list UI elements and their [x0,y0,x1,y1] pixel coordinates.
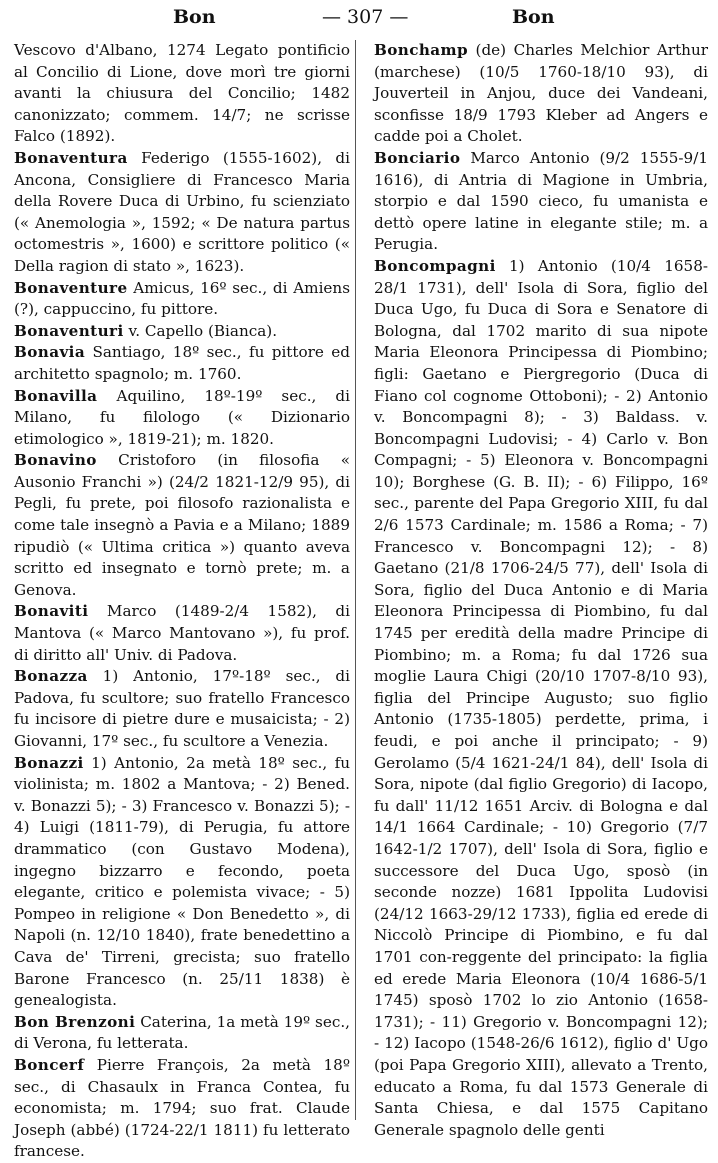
entry-headword: Bonciario [374,148,461,167]
page-number: — 307 — [322,6,409,28]
entry-text: Aquilino, 18º-19º sec., di Milano, fu filologo (« Dizionario etimologico », 1819-21); m. 1820. [14,386,350,448]
entry-headword: Bonazza [14,667,88,686]
column-divider [355,40,356,1120]
entry [14,1055,350,1163]
entry [14,1012,350,1055]
entry [374,40,708,148]
entry [374,148,708,256]
entry-text: Vescovo d'Albano, 1274 Legato pontificio al Concilio di Lione, dove morì tre giorni avanti la chiusura del Concilio; 1482 canonizzato; commem. 14/7; ne scrisse Falco (1892). [14,41,350,146]
entry-headword: Bonavia [14,343,86,362]
entry-text: Pierre François, 2a metà 18º sec., di Chasaulx in Franca Contea, fu economista; m. 1794; suo frat. Claude Joseph (abbé) (1724-22/1 1811) fu letterato francese. [14,1055,350,1161]
entry [14,386,350,451]
entry [14,450,350,601]
left-column [14,40,350,1163]
entry-headword: Bonazzi [14,753,84,772]
entry-text: (de) Charles Melchior Arthur (marchese) (10/5 1760-18/10 93), di Jouverteil in Anjou, duce dei Vandeani, sconfisse 18/9 1793 Kleber ad Angers e cadde poi a Cholet. [374,41,709,146]
entry-text: v. Capello (Bianca). [128,321,278,340]
entry-headword: Boncerf [14,1055,85,1074]
entry [14,40,350,148]
entry-headword: Bonaventure [14,278,128,297]
entry-headword: Bonaviti [14,602,89,621]
right-column [374,40,708,1141]
entry-text: Federigo (1555-1602), di Ancona, Consigliere di Francesco Maria della Rovere Duca di Urbino, fu scienziato (« Anemologia », 1592; « De natura partus octomestris », 1600) e scrittore politico (« Della ragion di stato », 1623). [14,148,351,275]
entry-text: 1) Antonio, 2a metà 18º sec., fu violinista; m. 1802 a Mantova; - 2) Bened. v. Bonazzi 5); - 3) Francesco v. Bonazzi 5); - 4) Luigi (1811-79), di Perugia, fu attore drammatico (con Gustavo Modena), ingegno bizzarro e fecondo, poeta elegante, critico e polemista vivace; - 5) Pompeo in religione « Don Benedetto », di Napoli (n. 12/10 1840), frate benedettino a Cava de' Tirreni, grecista; suo fratello Barone Francesco (n. 25/11 1838) è genealogista. [14,753,350,1010]
entry [14,753,350,1012]
entry-text: Cristoforo (in filosofia « Ausonio Franchi ») (24/2 1821-12/9 95), di Pegli, fu prete, poi filosofo razionalista e come tale insegnò a Pavia e a Milano; 1889 ripudiò (« Ultima critica ») quanto aveva scritto ed insegnato e tornò prete; m. a Genova. [14,451,350,599]
entry [14,601,350,666]
entry [14,321,350,343]
entry-text: Marco Antonio (9/2 1555-9/1 1616), di Antria di Magione in Umbria, storpio e dal 1590 cieco, fu umanista e dettò opere latine in elegante stile; m. a Perugia. [374,148,708,254]
entry-text: Marco (1489-2/4 1582), di Mantova (« Marco Mantovano »), fu prof. di diritto all' Univ. di Padova. [14,602,350,664]
entry-headword: Boncompagni [374,256,496,275]
entry [14,148,350,278]
entry-headword: Bonaventura [14,148,128,167]
entry-text: Amicus, 16º sec., di Amiens (?), cappuccino, fu pittore. [14,278,350,319]
entry-headword: Bon Brenzoni [14,1012,136,1031]
running-head-left: Bon [173,6,216,28]
running-head-right: Bon [512,6,555,28]
entry-text: Caterina, 1a metà 19º sec., di Verona, fu letterata. [14,1012,350,1053]
entry-headword: Bonavilla [14,386,98,405]
entry-headword: Bonavino [14,451,97,470]
entry-text: 1) Antonio, 17º-18º sec., di Padova, fu scultore; suo fratello Francesco fu incisore di pietre dure e musaicista; - 2) Giovanni, 17º sec., fu scultore a Venezia. [14,667,351,750]
entry [14,666,350,752]
page-header [0,4,718,34]
entry [14,342,350,385]
entry [374,256,708,1141]
entry [14,278,350,321]
entry-headword: Bonchamp [374,41,469,59]
entry-text: Santiago, 18º sec., fu pittore ed architetto spagnolo; m. 1760. [14,343,350,383]
entry-headword: Bonaventuri [14,321,124,340]
entry-text: 1) Antonio (10/4 1658-28/1 1731), dell' Isola di Sora, figlio del Duca Ugo, fu Duca di Sora e Senatore di Bologna, dal 1702 marito di sua nipote Maria Eleonora Principessa di Piombino; figli: Gaetano e Piergregorio (Duca di Fiano col cognome Ottoboni); - 2) Antonio v. Boncompagni 8); - 3) Baldass. v. Boncompagni Ludovisi; - 4) Carlo v. Bon Compagni; - 5) Eleonora v. Boncompagni 10); Borghese (G. B. II); - 6) Filippo, 16º sec., parente del Papa Gregorio XIII, fu dal 2/6 1573 Cardinale; m. 1586 a Roma; - 7) Francesco v. Boncompagni 12); - 8) Gaetano (21/8 1706-24/5 77), dell' Isola di Sora, figlio del Duca Antonio e di Maria Eleonora Principessa di Piombino, fu dal 1745 per eredità della madre Principe di Piombino; m. a Roma; fu dal 1726 sua moglie Laura Chigi (20/10 1707-8/10 93), figlia del Principe Augusto; suo figlio Antonio (1735-1805) perdette, prima, i feudi, e poi anche il principato; - 9) Gerolamo (5/4 1621-24/1 84), dell' Isola di Sora, nipote (dal figlio Gregorio) di Iacopo, fu dall' 11/12 1651 Arciv. di Bologna e dal 14/1 1664 Cardinale; - 10) Gregorio (7/7 1642-1/2 1707), dell' Isola di Sora, figlio e successore del Duca Ugo, sposò (in seconde nozze) 1681 Ippolita Ludovisi (24/12 1663-29/12 1733), figlia ed erede di Niccolò Principe di Piombino, e fu dal 1701 con-reggente del principato: la figlia ed erede Maria Eleonora (10/4 1686-5/1 1745) sposò 1702 lo zio Antonio (1658-1731); - 11) Gregorio v. Boncompagni 12); - 12) Iacopo (1548-26/6 1612), figlio d' Ugo (poi Papa Gregorio XIII), allevato a Trento, educato a Roma, fu dal 1573 Generale di Santa Chiesa, e dal 1575 Capitano Generale spagnolo delle genti [374,256,708,1139]
